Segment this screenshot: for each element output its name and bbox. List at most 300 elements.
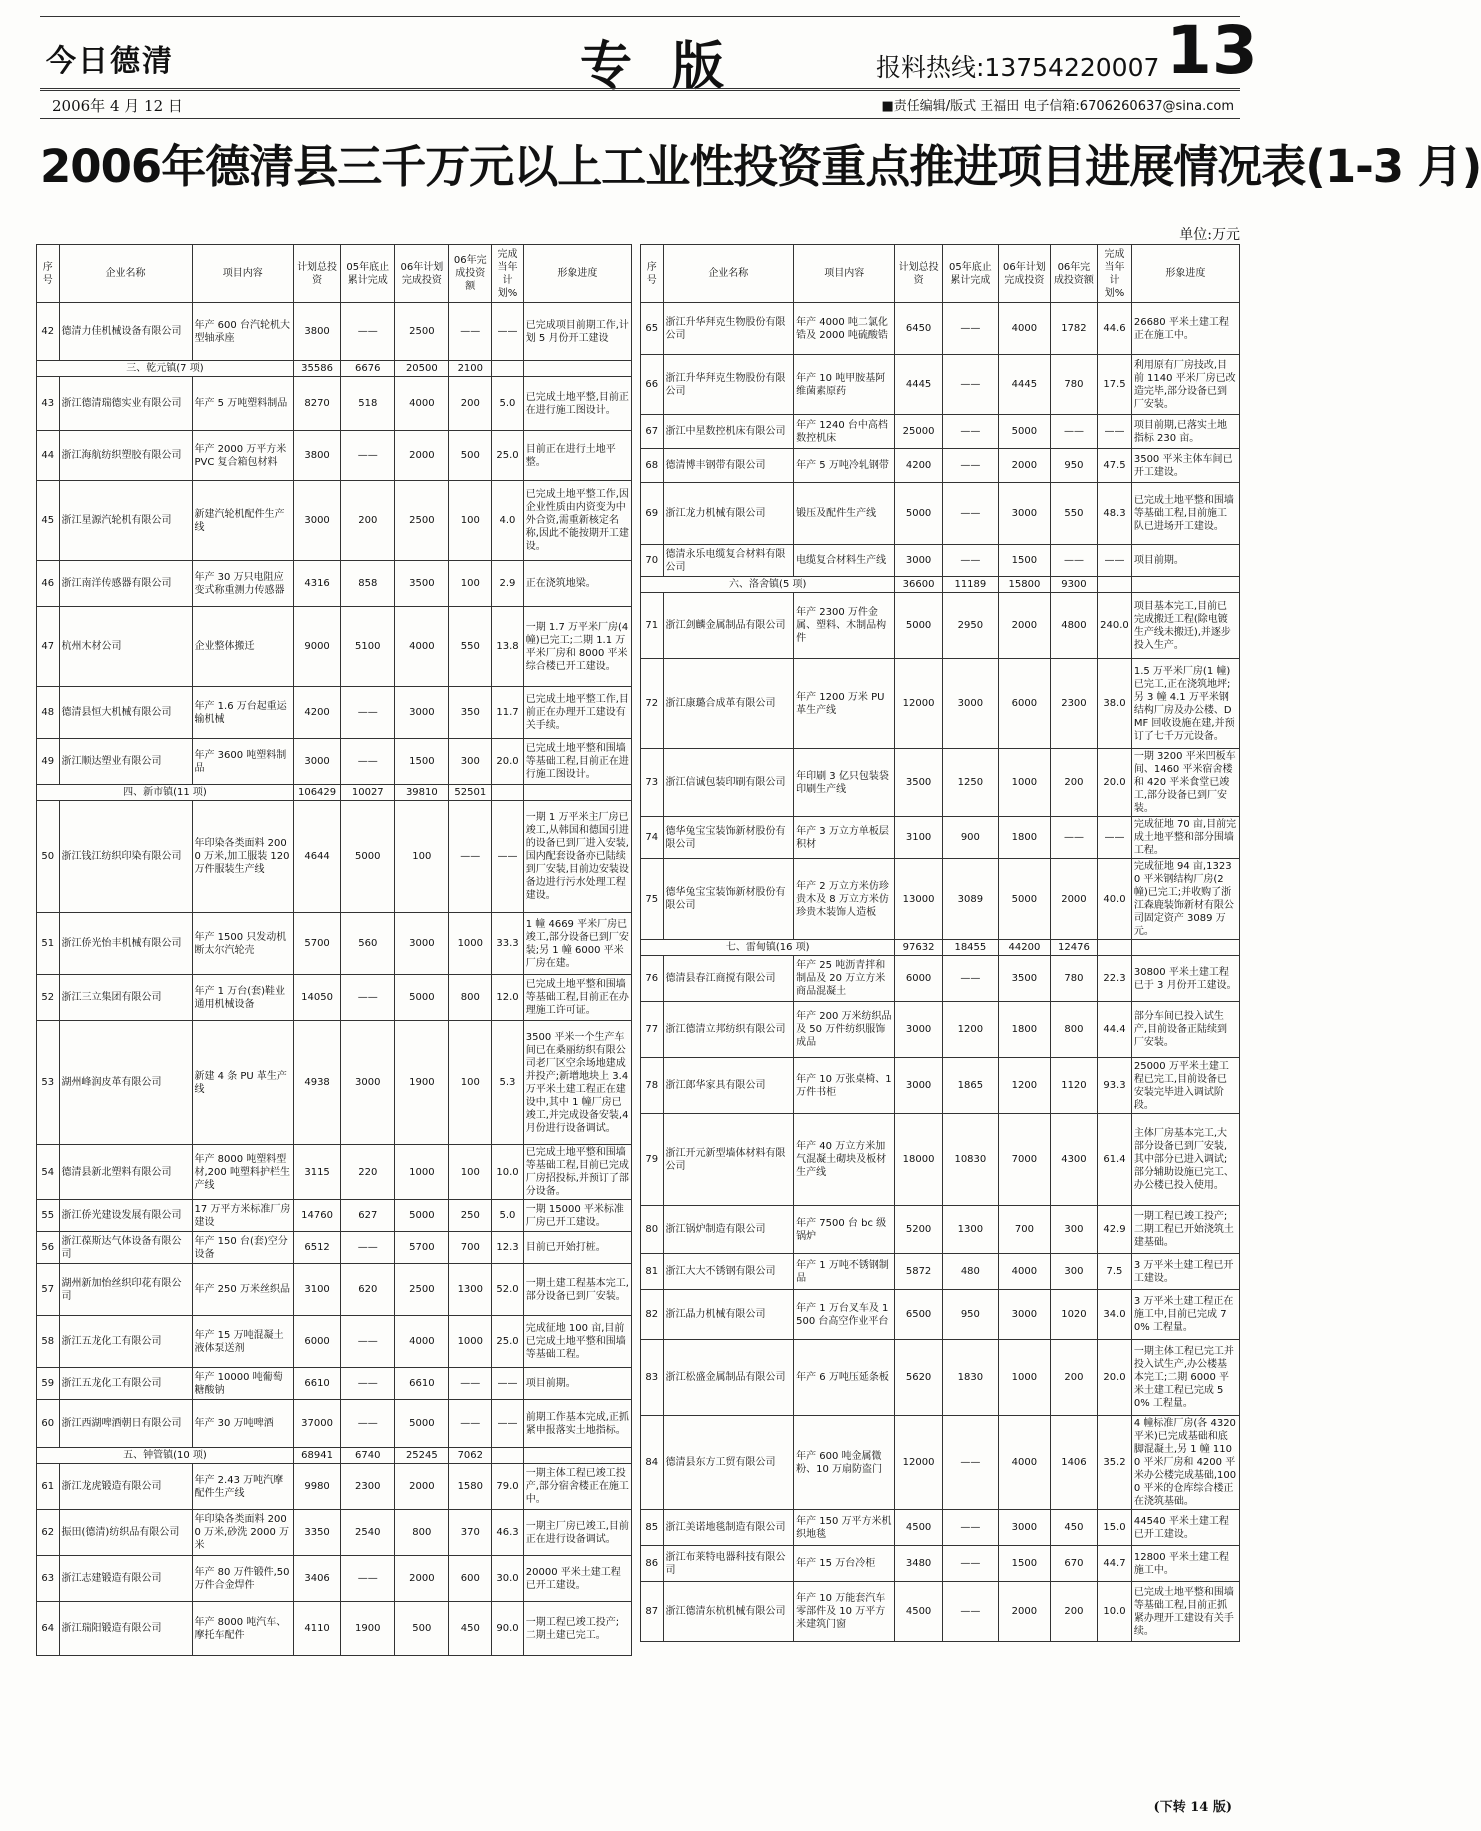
seq-cell: 44	[37, 431, 60, 481]
done-cell: ——	[1050, 817, 1097, 859]
table-row	[37, 481, 632, 561]
continued-note: (下转 14 版)	[1153, 1800, 1232, 1815]
company-cell: 振田(德清)纺织品有限公司	[59, 1510, 192, 1556]
progress-cell: 一期 15000 平米标准厂房已开工建设。	[523, 1200, 631, 1232]
progress-cell: 目前已开始打桩。	[523, 1232, 631, 1264]
seq-cell: 50	[37, 801, 60, 913]
pct-cell: 35.2	[1098, 1416, 1132, 1510]
cum-done-cell: ——	[341, 739, 395, 785]
project-cell: 新建汽轮机配件生产线	[192, 481, 293, 561]
masthead	[40, 12, 1258, 97]
empty-cell	[1098, 940, 1132, 956]
progress-cell: 已完成土地平整和围墙等基础工程,目前正抓紧办理开工建设有关手续。	[1131, 1582, 1239, 1642]
cum-done-cell: ——	[942, 483, 998, 545]
table-row	[37, 1316, 632, 1368]
cum-done-cell: 627	[341, 1200, 395, 1232]
progress-cell: 已完成项目前期工作,计划 5 月份开工建设	[523, 303, 631, 361]
project-cell: 年产 1 万台叉车及 1500 台高空作业平台	[794, 1290, 895, 1340]
total-invest-cell: 5700	[293, 913, 340, 975]
project-cell: 年产 600 台汽轮机大型轴承座	[192, 303, 293, 361]
seq-cell: 65	[641, 303, 664, 355]
done-cell: 1000	[449, 913, 492, 975]
company-cell: 浙江郎华家具有限公司	[663, 1058, 794, 1114]
plan-cell: 1500	[395, 739, 449, 785]
table-row	[37, 1464, 632, 1510]
pct-cell: 61.4	[1098, 1114, 1132, 1206]
done-cell: 2300	[1050, 659, 1097, 749]
total-invest-cell: 13000	[895, 859, 942, 940]
seq-cell: 76	[641, 956, 664, 1002]
empty-cell	[492, 1448, 524, 1464]
cum-done-cell: 5100	[341, 607, 395, 687]
company-cell: 湖州峰润皮革有限公司	[59, 1021, 192, 1145]
plan-cell: 4000	[395, 607, 449, 687]
total-invest-cell: 5620	[895, 1340, 942, 1416]
subtotal-cell: 10027	[341, 785, 395, 801]
plan-cell: 3000	[999, 1510, 1051, 1546]
plan-cell: 2500	[395, 1264, 449, 1316]
progress-cell: 3500 平米主体车间已开工建设。	[1131, 449, 1239, 483]
done-cell: 500	[449, 431, 492, 481]
table-row	[641, 1002, 1240, 1058]
plan-cell: 2500	[395, 303, 449, 361]
project-cell: 17 万平方米标准厂房建设	[192, 1200, 293, 1232]
project-cell: 电缆复合材料生产线	[794, 545, 895, 577]
total-invest-cell: 4500	[895, 1510, 942, 1546]
subtotal-cell: 97632	[895, 940, 942, 956]
subtotal-cell: 6740	[341, 1448, 395, 1464]
total-invest-cell: 3800	[293, 431, 340, 481]
project-cell: 年产 30 万吨啤酒	[192, 1400, 293, 1448]
company-cell: 浙江锅炉制造有限公司	[663, 1206, 794, 1254]
pct-cell: 20.0	[1098, 1340, 1132, 1416]
seq-cell: 86	[641, 1546, 664, 1582]
seq-cell: 73	[641, 749, 664, 817]
unit-note: 单位:万元	[1179, 227, 1240, 243]
subtotal-cell: 11189	[942, 577, 998, 593]
seq-cell: 56	[37, 1232, 60, 1264]
header-cell: 06年计划完成投资	[395, 245, 449, 303]
total-invest-cell: 3000	[895, 1002, 942, 1058]
project-cell: 年产 15 万吨混凝土液体泵送剂	[192, 1316, 293, 1368]
seq-cell: 85	[641, 1510, 664, 1546]
done-cell: 300	[449, 739, 492, 785]
pct-cell: ——	[492, 1368, 524, 1400]
total-invest-cell: 5000	[895, 483, 942, 545]
project-cell: 年产 150 万平方米机织地毯	[794, 1510, 895, 1546]
progress-cell: 3 万平米土建工程正在施工中,目前已完成 70% 工程量。	[1131, 1290, 1239, 1340]
total-invest-cell: 3406	[293, 1556, 340, 1602]
total-invest-cell: 3115	[293, 1145, 340, 1200]
pct-cell: 22.3	[1098, 956, 1132, 1002]
progress-cell: 一期 1 万平米主厂房已竣工,从韩国和德国引进的设备已到厂进入安装,国内配套设备亦已陆续到厂安装,目前边安装设备边进行污水处理工程建设。	[523, 801, 631, 913]
progress-cell: 一期 1.7 万平米厂房(4 幢)已完工;二期 1.1 万平米厂房和 8000 平米综合楼已开工建设。	[523, 607, 631, 687]
project-cell: 年产 5 万吨冷轧钢带	[794, 449, 895, 483]
company-cell: 浙江信诚包装印刷有限公司	[663, 749, 794, 817]
table-row	[37, 1145, 632, 1200]
hotline: 报料热线:13754220007	[876, 53, 1160, 82]
cum-done-cell: ——	[942, 449, 998, 483]
pct-cell: 12.0	[492, 975, 524, 1021]
subheader	[40, 95, 1240, 115]
empty-cell	[523, 785, 631, 801]
seq-cell: 72	[641, 659, 664, 749]
seq-cell: 60	[37, 1400, 60, 1448]
project-cell: 年产 8000 吨汽车、摩托车配件	[192, 1602, 293, 1656]
total-invest-cell: 18000	[895, 1114, 942, 1206]
progress-cell: 已完成土地平整工作,因企业性质由内资变为中外合资,需重新核定名称,因此不能按期开工建设。	[523, 481, 631, 561]
company-cell: 浙江五龙化工有限公司	[59, 1316, 192, 1368]
company-cell: 浙江中星数控机床有限公司	[663, 415, 794, 449]
section-title: 专版	[580, 36, 765, 97]
cum-done-cell: 2540	[341, 1510, 395, 1556]
cum-done-cell: 2950	[942, 593, 998, 659]
company-cell: 德清博丰钢带有限公司	[663, 449, 794, 483]
company-cell: 德清县东方工贸有限公司	[663, 1416, 794, 1510]
plan-cell: 5700	[395, 1232, 449, 1264]
plan-cell: 2000	[395, 1464, 449, 1510]
project-cell: 年产 8000 吨塑料型材,200 吨塑料护栏生产线	[192, 1145, 293, 1200]
done-cell: 1020	[1050, 1290, 1097, 1340]
project-cell: 年产 30 万只电阻应变式称重测力传感器	[192, 561, 293, 607]
done-cell: 550	[1050, 483, 1097, 545]
total-invest-cell: 3100	[895, 817, 942, 859]
cum-done-cell: ——	[341, 1368, 395, 1400]
seq-cell: 54	[37, 1145, 60, 1200]
progress-cell: 12800 平米土建工程施工中。	[1131, 1546, 1239, 1582]
seq-cell: 74	[641, 817, 664, 859]
project-cell: 年产 150 台(套)空分设备	[192, 1232, 293, 1264]
subtotal-cell: 2100	[449, 361, 492, 377]
subtotal-cell: 18455	[942, 940, 998, 956]
seq-cell: 66	[641, 355, 664, 415]
progress-cell: 一期主体工程已完工并投入试生产,办公楼基本完工;二期 6000 平米土建工程已完成 50% 工程量。	[1131, 1340, 1239, 1416]
seq-cell: 58	[37, 1316, 60, 1368]
pct-cell: 44.6	[1098, 303, 1132, 355]
table-row	[641, 1114, 1240, 1206]
subtotal-row	[641, 940, 1240, 956]
project-cell: 年产 2000 万平方米 PVC 复合箱包材料	[192, 431, 293, 481]
project-cell: 年产 10 万能套汽车零部件及 10 万平方米建筑门窗	[794, 1582, 895, 1642]
company-cell: 德清县新北塑料有限公司	[59, 1145, 192, 1200]
table-row	[641, 1582, 1240, 1642]
cum-done-cell: 3000	[942, 659, 998, 749]
progress-cell: 完成征地 94 亩,13230 平米钢结构厂房(2 幢)已完工;并收购了浙江森鹿装饰新材有限公司固定资产 3089 万元。	[1131, 859, 1239, 940]
company-cell: 浙江德清东杭机械有限公司	[663, 1582, 794, 1642]
plan-cell: 3000	[999, 1290, 1051, 1340]
company-cell: 浙江海航纺织塑胶有限公司	[59, 431, 192, 481]
town-label: 六、洛舍镇(5 项)	[641, 577, 895, 593]
progress-cell: 一期 3200 平米凹板车间、1460 平米宿舍楼和 420 平米食堂已竣工,部分设备已到厂安装。	[1131, 749, 1239, 817]
cum-done-cell: 1830	[942, 1340, 998, 1416]
company-cell: 浙江德清瑞德实业有限公司	[59, 377, 192, 431]
seq-cell: 77	[641, 1002, 664, 1058]
plan-cell: 2000	[999, 1582, 1051, 1642]
masthead-rule	[40, 88, 1240, 91]
page-number: 13	[1166, 12, 1258, 89]
seq-cell: 70	[641, 545, 664, 577]
cum-done-cell: 1900	[341, 1602, 395, 1656]
total-invest-cell: 14760	[293, 1200, 340, 1232]
plan-cell: 2000	[999, 449, 1051, 483]
company-cell: 浙江升华拜克生物股份有限公司	[663, 303, 794, 355]
progress-cell: 26680 平米土建工程正在施工中。	[1131, 303, 1239, 355]
empty-cell	[523, 1448, 631, 1464]
total-invest-cell: 5872	[895, 1254, 942, 1290]
cum-done-cell: 900	[942, 817, 998, 859]
cum-done-cell: 950	[942, 1290, 998, 1340]
company-cell: 浙江钱江纺织印染有限公司	[59, 801, 192, 913]
plan-cell: 1200	[999, 1058, 1051, 1114]
seq-cell: 71	[641, 593, 664, 659]
company-cell: 浙江瑞阳锻造有限公司	[59, 1602, 192, 1656]
company-cell: 德清力佳机械设备有限公司	[59, 303, 192, 361]
project-cell: 年产 80 万件锻件,50 万件合金焊件	[192, 1556, 293, 1602]
header-cell: 项目内容	[794, 245, 895, 303]
seq-cell: 84	[641, 1416, 664, 1510]
plan-cell: 6000	[999, 659, 1051, 749]
done-cell: 1406	[1050, 1416, 1097, 1510]
pct-cell: 5.0	[492, 1200, 524, 1232]
done-cell: 670	[1050, 1546, 1097, 1582]
progress-cell: 目前正在进行土地平整。	[523, 431, 631, 481]
table-row	[37, 561, 632, 607]
pct-cell: ——	[492, 801, 524, 913]
article-headline: 2006年德清县三千万元以上工业性投资重点推进项目进展情况表(1-3 月)	[40, 140, 1481, 193]
progress-cell: 一期工程已竣工投产;二期工程已开始浇筑土建基础。	[1131, 1206, 1239, 1254]
total-invest-cell: 6000	[293, 1316, 340, 1368]
subtotal-row	[37, 1448, 632, 1464]
seq-cell: 80	[641, 1206, 664, 1254]
town-label: 五、钟管镇(10 项)	[37, 1448, 294, 1464]
done-cell: 200	[1050, 1582, 1097, 1642]
progress-cell: 3 万平米土建工程已开工建设。	[1131, 1254, 1239, 1290]
company-cell: 德清永乐电缆复合材料有限公司	[663, 545, 794, 577]
project-cell: 年产 1500 只发动机断太尔汽轮壳	[192, 913, 293, 975]
subtotal-cell: 36600	[895, 577, 942, 593]
total-invest-cell: 25000	[895, 415, 942, 449]
pct-cell: 48.3	[1098, 483, 1132, 545]
pct-cell: 42.9	[1098, 1206, 1132, 1254]
cum-done-cell: ——	[942, 1510, 998, 1546]
done-cell: 2000	[1050, 859, 1097, 940]
table-row	[37, 1602, 632, 1656]
subtotal-cell: 106429	[293, 785, 340, 801]
done-cell: 550	[449, 607, 492, 687]
company-cell: 德华兔宝宝装饰新材股份有限公司	[663, 859, 794, 940]
table-row	[37, 303, 632, 361]
pct-cell: 90.0	[492, 1602, 524, 1656]
done-cell: 300	[1050, 1206, 1097, 1254]
seq-cell: 78	[641, 1058, 664, 1114]
total-invest-cell: 9000	[293, 607, 340, 687]
progress-cell: 已完成土地平整,目前正在进行施工图设计。	[523, 377, 631, 431]
table-row	[641, 956, 1240, 1002]
progress-cell: 项目前期,已落实土地指标 230 亩。	[1131, 415, 1239, 449]
done-cell: 200	[1050, 1340, 1097, 1416]
cum-done-cell: 200	[341, 481, 395, 561]
project-cell: 年产 10 吨甲胺基阿维菌素原药	[794, 355, 895, 415]
total-invest-cell: 4200	[895, 449, 942, 483]
progress-cell: 1.5 万平米厂房(1 幢)已完工,正在浇筑地坪;另 3 幢 4.1 万平米钢结构厂房及办公楼、DMF 回收设施在建,并预订了七千万元设备。	[1131, 659, 1239, 749]
company-cell: 浙江南洋传感器有限公司	[59, 561, 192, 607]
project-cell: 年产 1.6 万台起重运输机械	[192, 687, 293, 739]
table-row	[641, 449, 1240, 483]
company-cell: 浙江松盛金属制品有限公司	[663, 1340, 794, 1416]
header-cell: 项目内容	[192, 245, 293, 303]
header-cell: 05年底止累计完成	[341, 245, 395, 303]
seq-cell: 52	[37, 975, 60, 1021]
town-label: 三、乾元镇(7 项)	[37, 361, 294, 377]
done-cell: 450	[1050, 1510, 1097, 1546]
seq-cell: 81	[641, 1254, 664, 1290]
seq-cell: 61	[37, 1464, 60, 1510]
project-cell: 年产 15 万台冷柜	[794, 1546, 895, 1582]
plan-cell: 5000	[999, 859, 1051, 940]
company-cell: 浙江龙力机械有限公司	[663, 483, 794, 545]
done-cell: 300	[1050, 1254, 1097, 1290]
done-cell: ——	[449, 1368, 492, 1400]
pct-cell: 93.3	[1098, 1058, 1132, 1114]
seq-cell: 87	[641, 1582, 664, 1642]
project-cell: 年产 6 万吨压延条板	[794, 1340, 895, 1416]
done-cell: 950	[1050, 449, 1097, 483]
pct-cell: 13.8	[492, 607, 524, 687]
cum-done-cell: 1200	[942, 1002, 998, 1058]
subtotal-cell: 68941	[293, 1448, 340, 1464]
pct-cell: 52.0	[492, 1264, 524, 1316]
table-row	[37, 1200, 632, 1232]
subtotal-row	[37, 785, 632, 801]
project-cell: 年产 250 万米丝织品	[192, 1264, 293, 1316]
total-invest-cell: 3480	[895, 1546, 942, 1582]
done-cell: 100	[449, 561, 492, 607]
cum-done-cell: ——	[942, 1546, 998, 1582]
table-row	[641, 659, 1240, 749]
seq-cell: 48	[37, 687, 60, 739]
project-cell: 年产 40 万立方米加气混凝土砌块及板材生产线	[794, 1114, 895, 1206]
seq-cell: 59	[37, 1368, 60, 1400]
seq-cell: 83	[641, 1340, 664, 1416]
table-row	[37, 1021, 632, 1145]
subtotal-row	[37, 361, 632, 377]
cum-done-cell: 5000	[341, 801, 395, 913]
plan-cell: 1800	[999, 1002, 1051, 1058]
subtotal-cell: 39810	[395, 785, 449, 801]
cum-done-cell: 858	[341, 561, 395, 607]
pct-cell: 15.0	[1098, 1510, 1132, 1546]
pct-cell: 11.7	[492, 687, 524, 739]
progress-cell: 完成征地 100 亩,目前已完成土地平整和围墙等基础工程。	[523, 1316, 631, 1368]
pct-cell: ——	[1098, 415, 1132, 449]
total-invest-cell: 3350	[293, 1510, 340, 1556]
subtotal-row	[641, 577, 1240, 593]
project-cell: 年产 1240 台中高档数控机床	[794, 415, 895, 449]
progress-cell: 一期主体工程已竣工投产,部分宿舍楼正在施工中。	[523, 1464, 631, 1510]
seq-cell: 69	[641, 483, 664, 545]
plan-cell: 1900	[395, 1021, 449, 1145]
pct-cell: ——	[492, 303, 524, 361]
company-cell: 浙江三立集团有限公司	[59, 975, 192, 1021]
cum-done-cell: 1250	[942, 749, 998, 817]
subtotal-cell: 52501	[449, 785, 492, 801]
pct-cell: 44.7	[1098, 1546, 1132, 1582]
progress-cell: 已完成土地平整和围墙等基础工程,目前正在办理施工许可证。	[523, 975, 631, 1021]
table-row	[37, 1232, 632, 1264]
total-invest-cell: 4110	[293, 1602, 340, 1656]
progress-cell: 4 幢标准厂房(各 4320 平米)已完成基础和底脚混凝土,另 1 幢 1100 平米厂房和 4200 平米办公楼完成基础,1000 平米的仓库综合楼正在浇筑基础。	[1131, 1416, 1239, 1510]
header-cell: 06年完成投资额	[449, 245, 492, 303]
seq-cell: 82	[641, 1290, 664, 1340]
total-invest-cell: 37000	[293, 1400, 340, 1448]
plan-cell: 4000	[395, 377, 449, 431]
project-cell: 年产 2 万立方米仿珍贵木及 8 万立方米仿珍贵木装饰人造板	[794, 859, 895, 940]
table-row	[37, 431, 632, 481]
done-cell: 200	[1050, 749, 1097, 817]
total-invest-cell: 3100	[293, 1264, 340, 1316]
header-cell: 企业名称	[663, 245, 794, 303]
pct-cell: 25.0	[492, 431, 524, 481]
cum-done-cell: 10830	[942, 1114, 998, 1206]
seq-cell: 62	[37, 1510, 60, 1556]
plan-cell: 2000	[999, 593, 1051, 659]
plan-cell: 3000	[395, 687, 449, 739]
pct-cell: 12.3	[492, 1232, 524, 1264]
progress-cell: 项目基本完工,目前已完成搬迁工程(除电镀生产线未搬迁),并逐步投入生产。	[1131, 593, 1239, 659]
cum-done-cell: 1865	[942, 1058, 998, 1114]
cum-done-cell: ——	[942, 956, 998, 1002]
project-table-left	[36, 244, 632, 1656]
cum-done-cell: ——	[942, 1416, 998, 1510]
table-row	[37, 975, 632, 1021]
seq-cell: 63	[37, 1556, 60, 1602]
plan-cell: 700	[999, 1206, 1051, 1254]
done-cell: 4300	[1050, 1114, 1097, 1206]
table-row	[641, 1290, 1240, 1340]
plan-cell: 4000	[999, 303, 1051, 355]
total-invest-cell: 4938	[293, 1021, 340, 1145]
company-cell: 浙江侨光建设发展有限公司	[59, 1200, 192, 1232]
project-cell: 年产 1200 万米 PU 革生产线	[794, 659, 895, 749]
pct-cell: 44.4	[1098, 1002, 1132, 1058]
pct-cell: ——	[1098, 545, 1132, 577]
plan-cell: 2000	[395, 431, 449, 481]
cum-done-cell: ——	[942, 355, 998, 415]
seq-cell: 79	[641, 1114, 664, 1206]
plan-cell: 5000	[999, 415, 1051, 449]
total-invest-cell: 6500	[895, 1290, 942, 1340]
total-invest-cell: 5000	[895, 593, 942, 659]
project-cell: 年产 10000 吨葡萄糖酸钠	[192, 1368, 293, 1400]
progress-cell: 1 幢 4669 平米厂房已竣工,部分设备已到厂安装;另 1 幢 6000 平米厂房在建。	[523, 913, 631, 975]
pct-cell: 46.3	[492, 1510, 524, 1556]
progress-cell: 项目前期。	[523, 1368, 631, 1400]
done-cell: 780	[1050, 355, 1097, 415]
project-cell: 年产 5 万吨塑料制品	[192, 377, 293, 431]
company-cell: 浙江侨光怡丰机械有限公司	[59, 913, 192, 975]
company-cell: 浙江星源汽轮机有限公司	[59, 481, 192, 561]
header-cell: 计划总投资	[895, 245, 942, 303]
header-cell: 形象进度	[523, 245, 631, 303]
total-invest-cell: 12000	[895, 1416, 942, 1510]
progress-cell: 部分车间已投入试生产,目前设备正陆续到厂安装。	[1131, 1002, 1239, 1058]
project-cell: 年产 3600 吨塑料制品	[192, 739, 293, 785]
seq-cell: 67	[641, 415, 664, 449]
seq-cell: 45	[37, 481, 60, 561]
company-cell: 浙江大大不锈钢有限公司	[663, 1254, 794, 1290]
empty-cell	[1131, 577, 1239, 593]
editor-credit: ■责任编辑/版式 王福田 电子信箱:6706260637@sina.com	[881, 99, 1234, 114]
